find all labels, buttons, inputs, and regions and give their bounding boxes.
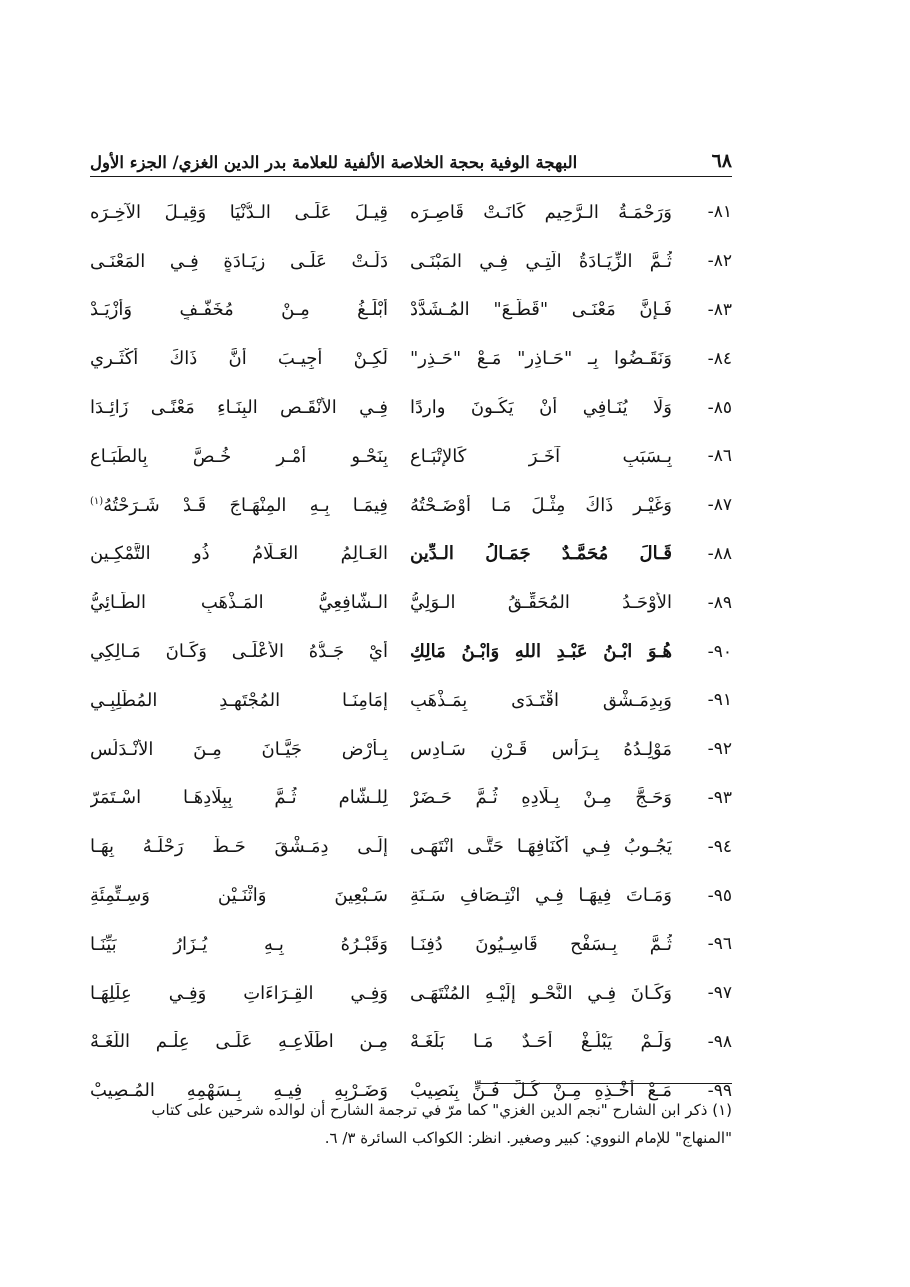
verse-number: ٩٠- (707, 641, 732, 662)
verse-number: ٩٥- (707, 885, 732, 906)
verse-first-hemistich: مَـعْ أَخْـذِهِ مِـنْ كُـلِّ فَـنٍّ بِنَصِيبْ (410, 1080, 672, 1102)
footnote-separator (480, 1083, 732, 1084)
verse-number: ٨١- (707, 202, 732, 223)
verse-line (90, 432, 732, 481)
verse-number: ٩٢- (707, 739, 732, 760)
verse-line (90, 676, 732, 725)
verse-second-hemistich: الـشَّافِعِيُّ المَـذْهَبِ الطَّـائِيُّ (90, 592, 388, 614)
verse-first-hemistich: وَنَقَـضُوا بِـ "حَـاذِرٍ" مَـعْ "حَـذِرِ" (410, 348, 672, 370)
verse-line (90, 286, 732, 335)
verse-second-hemistich: فِـي الأَنْقَـصِ البِنَـاءِ مَعْنًـى زَائِـدَا (90, 397, 388, 419)
verse-number: ٩٧- (707, 983, 732, 1004)
verse-list (90, 188, 732, 1115)
verse-second-hemistich: مِـنِ اطِّلَاعِـهِ عَلَـى عِلْـمِ اللُّغَـهْ (90, 1031, 388, 1053)
verse-first-hemistich: وَكَـانَ فِـي النَّحْـوِ إِلَيْـهِ المُنْتَهَـى (410, 982, 672, 1004)
verse-second-hemistich: إِمَامِنَـا المُجْتَهِـدِ المُطَّلِبِـي (90, 689, 388, 711)
verse-second-hemistich: لَكِـنْ أُجِيـبَ أَنَّ ذَاكَ أَكْثَـرِي (90, 348, 388, 370)
verse-line (90, 1018, 732, 1067)
verse-line (90, 334, 732, 383)
verse-number: ٨٥- (707, 397, 732, 418)
verse-line (90, 578, 732, 627)
verse-number: ٩٦- (707, 934, 732, 955)
verse-number: ٩٩- (707, 1080, 732, 1101)
verse-second-hemistich: العَـالِمُ العَـلَّامُ ذُو التَّمْكِـينِ (90, 543, 388, 565)
verse-line (90, 627, 732, 676)
verse-second-hemistich-text: فِيمَـا بِـهِ المِنْهَـاجَ قَـدْ شَـرَحْتُهُ (103, 494, 388, 516)
verse-first-hemistich: هُـوَ ابْـنُ عَبْـدِ اللهِ وَابْـنُ مَالِكِ (410, 641, 672, 663)
verse-line (90, 383, 732, 432)
verse-first-hemistich: بِـسَبَبٍ آخَـرَ كَالإِتْبَـاعِ (410, 445, 672, 467)
verse-number: ٨٣- (707, 299, 732, 320)
verse-first-hemistich: يَجُـوبُ فِـي أَكْنَافِهَـا حَتَّـى انْتَهَـى (410, 836, 672, 858)
verse-second-hemistich: وَضَـرْبِهِ فِيـهِ بِـسَهْمِهِ المُـصِيبْ (90, 1080, 388, 1102)
verse-first-hemistich: الأَوْحَـدُ المُحَقِّـقُ الـوَلِيُّ (410, 592, 672, 614)
verse-second-hemistich: قِيـلَ عَلَـى الـدُّنْيَا وَقِيـلَ الآخِـرَه (90, 201, 388, 223)
verse-line (90, 725, 732, 774)
verse-line (90, 774, 732, 823)
verse-second-hemistich (90, 495, 388, 516)
verse-second-hemistich: وَفِـي القِـرَاءَاتِ وَفِـي عِلَلِهَـا (90, 982, 388, 1004)
page-number: ٦٨ (711, 150, 732, 172)
page-header (90, 128, 732, 172)
running-title: البهجة الوفية بحجة الخلاصة الألفية للعلامة بدر الدين الغزي/ الجزء الأول (90, 153, 578, 172)
verse-number: ٨٦- (707, 446, 732, 467)
verse-second-hemistich: سَـبْعِينَ وَاثْنَـيْنِ وَسِـتِّمِئَةِ (90, 885, 388, 907)
verse-line (90, 530, 732, 579)
verse-number: ٨٤- (707, 348, 732, 369)
verse-number: ٩٣- (707, 787, 732, 808)
verse-line (90, 188, 732, 237)
verse-second-hemistich: إِلَـى دِمَـشْقَ حَـطَّ رَحْلَـهُ بِهَـا (90, 836, 388, 858)
verse-number: ٨٧- (707, 495, 732, 516)
verse-first-hemistich: وَلَـمْ يَبْلُـغْ أَحَـدٌ مَـا بَلَغَـهْ (410, 1031, 672, 1053)
verse-first-hemistich: وَحَـجَّ مِـنْ بِـلَادِهِ ثُـمَّ حَـضَرْ (410, 787, 672, 809)
verse-first-hemistich: مَوْلِـدُهُ بِـرَأْسِ قَـرْنٍ سَـادِسِ (410, 738, 672, 760)
footnote-line: (١) ذكر ابن الشارح "نجم الدين الغزي" كما مرّ في ترجمة الشارح أن لوالده شرحين على كتاب (151, 1101, 732, 1119)
verse-number: ٩٤- (707, 836, 732, 857)
verse-number: ٨٨- (707, 543, 732, 564)
verse-second-hemistich: وَقَبْـرُهُ بِـهِ يُـزَارُ بَيِّنَـا (90, 933, 388, 955)
verse-second-hemistich: أَيْ جَـدُّهُ الأَعْلَـى وَكَـانَ مَـالِكِي (90, 641, 388, 663)
verse-first-hemistich: ثُـمَّ الزِّيَـادَةُ الَّتِـي فِـي المَبْنَـى (410, 250, 672, 272)
verse-line (90, 481, 732, 530)
verse-second-hemistich: دَلَّـتْ عَلَـى زِيَـادَةٍ فِـي المَعْنَـى (90, 250, 388, 272)
verse-number: ٨٢- (707, 251, 732, 272)
verse-second-hemistich: لِلـشَّامِ ثُـمَّ بِبِلَادِهَـا اسْـتَمَرّ (90, 787, 388, 809)
footnote-line: "المنهاج" للإمام النووي: كبير وصغير. انظر: الكواكب السائرة ٣/ ٦. (324, 1129, 732, 1147)
verse-line (90, 969, 732, 1018)
verse-first-hemistich: وَرَحْمَـةُ الـرَّحِيمِ كَانَـتْ قَاصِـرَه (410, 201, 672, 223)
verse-number: ٨٩- (707, 592, 732, 613)
verse-line (90, 871, 732, 920)
verse-line (90, 822, 732, 871)
footnote-marker: (١) (90, 495, 104, 507)
verse-second-hemistich: بِـأَرْضِ جَيَّـانَ مِـنَ الأَنْـدَلُسِ (90, 738, 388, 760)
footnote (90, 1096, 732, 1152)
verse-first-hemistich: قَـالَ مُحَمَّـدٌ جَمَـالُ الـدِّينِ (410, 543, 672, 565)
verse-number: ٩١- (707, 690, 732, 711)
verse-second-hemistich: أَبْلَـغُ مِـنْ مُخَفَّـفٍ وَأَزْيَـدْ (90, 299, 388, 321)
verse-first-hemistich: وَبِدِمَـشْقٍ اقْتَـدَى بِمَـذْهَبِ (410, 689, 672, 711)
verse-line (90, 237, 732, 286)
verse-first-hemistich: وَغَيْـرِ ذَاكَ مِثْـلَ مَـا أَوْضَـحْتُهُ (410, 494, 672, 516)
verse-line (90, 920, 732, 969)
verse-first-hemistich: وَمَـاتَ فِيهَـا فِـي انْتِـصَافِ سَـنَةِ (410, 885, 672, 907)
verse-number: ٩٨- (707, 1031, 732, 1052)
verse-first-hemistich: فَـإِنَّ مَعْنَـى "قَطَّـعَ" المُـشَدَّدْ (410, 299, 672, 321)
verse-first-hemistich: ثُـمَّ بِـسَفْحِ قَاسِـيُونَ دُفِنَـا (410, 933, 672, 955)
verse-first-hemistich: وَلَا يُنَـافِي أَنْ يَكُـونَ وارِدًا (410, 397, 672, 419)
verse-second-hemistich: بِنَحْـوِ أَمْـرٍ خُـصَّ بِالطِّبَـاعِ (90, 445, 388, 467)
header-rule (90, 176, 732, 177)
